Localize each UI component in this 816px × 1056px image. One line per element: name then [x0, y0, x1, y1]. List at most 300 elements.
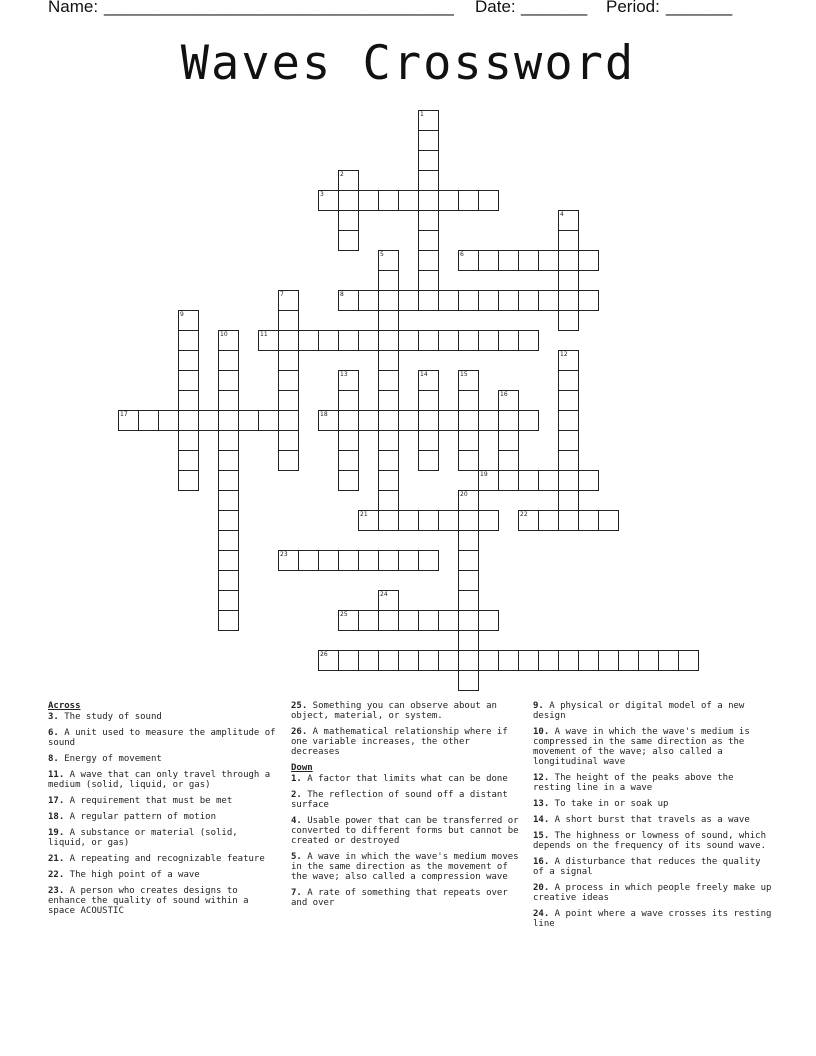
- clue-number: 15: [460, 371, 468, 378]
- grid-cell[interactable]: [578, 650, 599, 671]
- clue-text: A mathematical relationship where if one variable increases, the other decreases: [291, 727, 508, 757]
- grid-cell[interactable]: [378, 610, 399, 631]
- grid-cell[interactable]: [538, 290, 559, 311]
- grid-cell[interactable]: [518, 510, 539, 531]
- grid-cell[interactable]: [498, 650, 519, 671]
- grid-cell[interactable]: [478, 610, 499, 631]
- grid-cell[interactable]: [558, 210, 579, 231]
- grid-cell[interactable]: [418, 270, 439, 291]
- grid-cell[interactable]: [458, 670, 479, 691]
- grid-cell[interactable]: [558, 290, 579, 311]
- grid-cell[interactable]: [338, 290, 359, 311]
- grid-cell[interactable]: [178, 450, 199, 471]
- clue-number-label: 26.: [291, 727, 308, 737]
- clue-number-label: 15.: [533, 831, 550, 841]
- grid-cell[interactable]: [458, 430, 479, 451]
- grid-cell[interactable]: [298, 330, 319, 351]
- grid-cell[interactable]: [418, 550, 439, 571]
- grid-cell[interactable]: [458, 550, 479, 571]
- grid-cell[interactable]: [458, 330, 479, 351]
- clue-number-label: 1.: [291, 774, 302, 784]
- grid-cell[interactable]: [178, 410, 199, 431]
- grid-cell[interactable]: [458, 390, 479, 411]
- grid-cell[interactable]: [318, 330, 339, 351]
- grid-cell[interactable]: [558, 350, 579, 371]
- grid-cell[interactable]: [378, 310, 399, 331]
- clue-text: A person who creates designs to enhance the quality of sound within a space ACOUSTIC: [48, 886, 249, 916]
- grid-cell[interactable]: [398, 290, 419, 311]
- grid-cell[interactable]: [118, 410, 139, 431]
- grid-cell[interactable]: [338, 430, 359, 451]
- clue-text: Usable power that can be transferred or converted to different forms but cannot be created or destroyed: [291, 816, 519, 846]
- grid-cell[interactable]: [338, 390, 359, 411]
- grid-cell[interactable]: [278, 290, 299, 311]
- grid-cell[interactable]: [418, 170, 439, 191]
- grid-cell[interactable]: [418, 130, 439, 151]
- grid-cell[interactable]: [478, 470, 499, 491]
- grid-cell[interactable]: [338, 550, 359, 571]
- period-field[interactable]: _______: [666, 0, 733, 16]
- grid-cell[interactable]: [458, 590, 479, 611]
- grid-cell[interactable]: [378, 290, 399, 311]
- clue-text: The study of sound: [58, 712, 162, 722]
- grid-cell[interactable]: [458, 190, 479, 211]
- grid-cell[interactable]: [578, 250, 599, 271]
- clue-text: A wave in which the wave's medium is compressed in the same direction as the movement of the wave; also called a longitudinal wave: [533, 727, 750, 767]
- grid-cell[interactable]: [198, 410, 219, 431]
- clue-number: 20: [460, 491, 468, 498]
- clue-number: 7: [280, 291, 284, 298]
- date-field[interactable]: _______: [521, 0, 588, 16]
- grid-cell[interactable]: [458, 570, 479, 591]
- grid-cell[interactable]: [418, 510, 439, 531]
- grid-cell[interactable]: [458, 630, 479, 651]
- grid-cell[interactable]: [378, 250, 399, 271]
- grid-cell[interactable]: [458, 290, 479, 311]
- grid-cell[interactable]: [518, 290, 539, 311]
- grid-cell[interactable]: [418, 410, 439, 431]
- clue-number: 17: [120, 411, 128, 418]
- clue-item: [533, 857, 773, 877]
- grid-cell[interactable]: [218, 470, 239, 491]
- grid-cell[interactable]: [338, 450, 359, 471]
- grid-cell[interactable]: [178, 430, 199, 451]
- clue-item: [291, 701, 523, 721]
- grid-cell[interactable]: [438, 610, 459, 631]
- clue-text: A wave that can only travel through a medium (solid, liquid, or gas): [48, 770, 271, 790]
- grid-cell[interactable]: [278, 390, 299, 411]
- grid-cell[interactable]: [558, 410, 579, 431]
- grid-cell[interactable]: [438, 410, 459, 431]
- grid-cell[interactable]: [398, 610, 419, 631]
- clue-number-label: 7.: [291, 888, 302, 898]
- grid-cell[interactable]: [518, 410, 539, 431]
- grid-cell[interactable]: [538, 650, 559, 671]
- grid-cell[interactable]: [458, 530, 479, 551]
- grid-cell[interactable]: [558, 390, 579, 411]
- clue-item: [533, 799, 773, 809]
- grid-cell[interactable]: [498, 470, 519, 491]
- puzzle-title: Waves Crossword: [180, 36, 636, 91]
- grid-cell[interactable]: [478, 510, 499, 531]
- grid-cell[interactable]: [218, 550, 239, 571]
- clue-number-label: 6.: [48, 728, 59, 738]
- grid-cell[interactable]: [498, 250, 519, 271]
- clue-number-label: 17.: [48, 796, 65, 806]
- grid-cell[interactable]: [498, 330, 519, 351]
- grid-cell[interactable]: [318, 410, 339, 431]
- grid-cell[interactable]: [578, 470, 599, 491]
- grid-cell[interactable]: [398, 650, 419, 671]
- grid-cell[interactable]: [418, 450, 439, 471]
- grid-cell[interactable]: [538, 510, 559, 531]
- grid-cell[interactable]: [318, 650, 339, 671]
- grid-cell[interactable]: [418, 110, 439, 131]
- clue-item: [291, 852, 523, 882]
- grid-cell[interactable]: [378, 390, 399, 411]
- clue-number-label: 24.: [533, 909, 550, 919]
- date-label: Date:: [475, 0, 521, 16]
- clue-number: 25: [340, 611, 348, 618]
- clue-text: A wave in which the wave's medium moves in the same direction as the movement of the wave; also called a compression wave: [291, 852, 519, 882]
- grid-cell[interactable]: [598, 510, 619, 531]
- grid-cell[interactable]: [218, 610, 239, 631]
- grid-cell[interactable]: [278, 310, 299, 331]
- clue-item: [291, 774, 523, 784]
- grid-cell[interactable]: [398, 510, 419, 531]
- grid-cell[interactable]: [238, 410, 259, 431]
- grid-cell[interactable]: [418, 210, 439, 231]
- grid-cell[interactable]: [618, 650, 639, 671]
- grid-cell[interactable]: [338, 330, 359, 351]
- grid-cell[interactable]: [418, 430, 439, 451]
- grid-cell[interactable]: [458, 650, 479, 671]
- grid-cell[interactable]: [378, 470, 399, 491]
- grid-cell[interactable]: [278, 330, 299, 351]
- clue-number: 12: [560, 351, 568, 358]
- grid-cell[interactable]: [218, 570, 239, 591]
- grid-cell[interactable]: [438, 650, 459, 671]
- grid-cell[interactable]: [178, 350, 199, 371]
- clue-item: [48, 796, 280, 806]
- grid-cell[interactable]: [218, 510, 239, 531]
- grid-cell[interactable]: [378, 510, 399, 531]
- grid-cell[interactable]: [278, 370, 299, 391]
- grid-cell[interactable]: [178, 390, 199, 411]
- clue-number-label: 19.: [48, 828, 65, 838]
- grid-cell[interactable]: [558, 650, 579, 671]
- clue-number-label: 8.: [48, 754, 59, 764]
- grid-cell[interactable]: [518, 330, 539, 351]
- grid-cell[interactable]: [378, 430, 399, 451]
- grid-cell[interactable]: [418, 390, 439, 411]
- clues-column-3: [533, 701, 773, 935]
- down-clue-list: [291, 774, 523, 908]
- name-field[interactable]: _____________________________________: [104, 0, 454, 16]
- grid-cell[interactable]: [278, 350, 299, 371]
- clue-number-label: 3.: [48, 712, 59, 722]
- clue-number-label: 16.: [533, 857, 550, 867]
- grid-cell[interactable]: [658, 650, 679, 671]
- grid-cell[interactable]: [378, 410, 399, 431]
- grid-cell[interactable]: [458, 490, 479, 511]
- grid-cell[interactable]: [458, 410, 479, 431]
- grid-cell[interactable]: [338, 410, 359, 431]
- clue-number-label: 18.: [48, 812, 65, 822]
- grid-cell[interactable]: [598, 650, 619, 671]
- clue-number: 4: [560, 211, 564, 218]
- grid-cell[interactable]: [498, 410, 519, 431]
- grid-cell[interactable]: [398, 410, 419, 431]
- clue-text: A unit used to measure the amplitude of sound: [48, 728, 276, 748]
- clue-text: A repeating and recognizable feature: [64, 854, 265, 864]
- clue-number: 13: [340, 371, 348, 378]
- grid-cell[interactable]: [178, 370, 199, 391]
- grid-cell[interactable]: [498, 290, 519, 311]
- grid-cell[interactable]: [338, 650, 359, 671]
- grid-cell[interactable]: [218, 490, 239, 511]
- grid-cell[interactable]: [678, 650, 699, 671]
- grid-cell[interactable]: [498, 450, 519, 471]
- clue-number: 2: [340, 171, 344, 178]
- grid-cell[interactable]: [458, 510, 479, 531]
- grid-cell[interactable]: [458, 610, 479, 631]
- clue-text: A short burst that travels as a wave: [549, 815, 750, 825]
- across-clue-list-continued: [291, 701, 523, 757]
- grid-cell[interactable]: [418, 150, 439, 171]
- clue-item: [48, 754, 280, 764]
- grid-cell[interactable]: [258, 330, 279, 351]
- grid-cell[interactable]: [358, 290, 379, 311]
- grid-cell[interactable]: [178, 310, 199, 331]
- clue-number-label: 25.: [291, 701, 308, 711]
- grid-cell[interactable]: [418, 250, 439, 271]
- grid-cell[interactable]: [558, 490, 579, 511]
- clue-number: 19: [480, 471, 488, 478]
- grid-cell[interactable]: [558, 470, 579, 491]
- grid-cell[interactable]: [358, 650, 379, 671]
- clue-text: A physical or digital model of a new design: [533, 701, 745, 721]
- grid-cell[interactable]: [478, 290, 499, 311]
- clue-text: A regular pattern of motion: [64, 812, 216, 822]
- grid-cell[interactable]: [218, 370, 239, 391]
- grid-cell[interactable]: [478, 410, 499, 431]
- clue-number-label: 22.: [48, 870, 65, 880]
- clue-text: The height of the peaks above the resting line in a wave: [533, 773, 734, 793]
- clue-number: 3: [320, 191, 324, 198]
- grid-cell[interactable]: [318, 550, 339, 571]
- grid-cell[interactable]: [338, 210, 359, 231]
- clue-number: 1: [420, 111, 424, 118]
- clue-number: 8: [340, 291, 344, 298]
- clue-item: [533, 773, 773, 793]
- grid-cell[interactable]: [258, 410, 279, 431]
- grid-cell[interactable]: [378, 590, 399, 611]
- clue-text: A rate of something that repeats over and over: [291, 888, 508, 908]
- grid-cell[interactable]: [418, 190, 439, 211]
- grid-cell[interactable]: [378, 450, 399, 471]
- grid-cell[interactable]: [178, 330, 199, 351]
- grid-cell[interactable]: [558, 230, 579, 251]
- clue-item: [533, 815, 773, 825]
- grid-cell[interactable]: [178, 470, 199, 491]
- clue-text: The highness or lowness of sound, which depends on the frequency of its sound wave.: [533, 831, 767, 851]
- clue-item: [48, 812, 280, 822]
- clue-number: 24: [380, 591, 388, 598]
- grid-cell[interactable]: [438, 330, 459, 351]
- grid-cell[interactable]: [338, 230, 359, 251]
- grid-cell[interactable]: [558, 370, 579, 391]
- grid-cell[interactable]: [558, 270, 579, 291]
- grid-cell[interactable]: [438, 290, 459, 311]
- grid-cell[interactable]: [378, 190, 399, 211]
- grid-cell[interactable]: [378, 350, 399, 371]
- clue-number-label: 23.: [48, 886, 65, 896]
- grid-cell[interactable]: [358, 510, 379, 531]
- grid-cell[interactable]: [518, 250, 539, 271]
- clue-item: [533, 701, 773, 721]
- clues-column-2: [291, 701, 523, 914]
- grid-cell[interactable]: [318, 190, 339, 211]
- grid-cell[interactable]: [218, 590, 239, 611]
- grid-cell[interactable]: [278, 410, 299, 431]
- grid-cell[interactable]: [638, 650, 659, 671]
- grid-cell[interactable]: [378, 550, 399, 571]
- clue-text: Energy of movement: [58, 754, 162, 764]
- grid-cell[interactable]: [378, 370, 399, 391]
- clue-text: A disturbance that reduces the quality of a signal: [533, 857, 761, 877]
- grid-cell[interactable]: [138, 410, 159, 431]
- grid-cell[interactable]: [298, 550, 319, 571]
- grid-cell[interactable]: [418, 330, 439, 351]
- grid-cell[interactable]: [498, 390, 519, 411]
- grid-cell[interactable]: [478, 650, 499, 671]
- grid-cell[interactable]: [458, 450, 479, 471]
- grid-cell[interactable]: [358, 190, 379, 211]
- grid-cell[interactable]: [418, 370, 439, 391]
- grid-cell[interactable]: [338, 170, 359, 191]
- clue-number: 6: [460, 251, 464, 258]
- clue-item: [533, 883, 773, 903]
- clue-item: [291, 816, 523, 846]
- grid-cell[interactable]: [378, 490, 399, 511]
- clue-item: [48, 854, 280, 864]
- clue-number: 23: [280, 551, 288, 558]
- grid-cell[interactable]: [458, 370, 479, 391]
- clue-text: A requirement that must be met: [64, 796, 233, 806]
- clue-text: A process in which people freely make up creative ideas: [533, 883, 772, 903]
- grid-cell[interactable]: [278, 450, 299, 471]
- grid-cell[interactable]: [418, 650, 439, 671]
- grid-cell[interactable]: [538, 250, 559, 271]
- grid-cell[interactable]: [398, 190, 419, 211]
- clue-item: [291, 790, 523, 810]
- grid-cell[interactable]: [378, 650, 399, 671]
- grid-cell[interactable]: [218, 410, 239, 431]
- grid-cell[interactable]: [438, 510, 459, 531]
- grid-cell[interactable]: [418, 290, 439, 311]
- clue-number: 5: [380, 251, 384, 258]
- clue-text: The high point of a wave: [64, 870, 200, 880]
- clue-item: [291, 727, 523, 757]
- clue-number: 9: [180, 311, 184, 318]
- clue-number-label: 4.: [291, 816, 302, 826]
- clue-number: 22: [520, 511, 528, 518]
- grid-cell[interactable]: [398, 330, 419, 351]
- grid-cell[interactable]: [578, 510, 599, 531]
- grid-cell[interactable]: [378, 330, 399, 351]
- grid-cell[interactable]: [478, 250, 499, 271]
- clue-text: A substance or material (solid, liquid, or gas): [48, 828, 238, 848]
- grid-cell[interactable]: [398, 550, 419, 571]
- grid-cell[interactable]: [358, 610, 379, 631]
- clue-item: [48, 886, 280, 916]
- grid-cell[interactable]: [558, 510, 579, 531]
- grid-cell[interactable]: [358, 410, 379, 431]
- grid-cell[interactable]: [458, 250, 479, 271]
- grid-cell[interactable]: [338, 610, 359, 631]
- grid-cell[interactable]: [558, 250, 579, 271]
- grid-cell[interactable]: [218, 450, 239, 471]
- clue-number-label: 21.: [48, 854, 65, 864]
- grid-cell[interactable]: [518, 650, 539, 671]
- grid-cell[interactable]: [418, 610, 439, 631]
- grid-cell[interactable]: [338, 190, 359, 211]
- clue-number-label: 5.: [291, 852, 302, 862]
- grid-cell[interactable]: [278, 550, 299, 571]
- grid-cell[interactable]: [438, 190, 459, 211]
- grid-cell[interactable]: [338, 370, 359, 391]
- clue-number-label: 14.: [533, 815, 550, 825]
- period-label: Period:: [606, 0, 665, 16]
- clue-item: [533, 909, 773, 929]
- grid-cell[interactable]: [218, 350, 239, 371]
- grid-cell[interactable]: [218, 330, 239, 351]
- grid-cell[interactable]: [558, 310, 579, 331]
- clue-text: A point where a wave crosses its resting line: [533, 909, 772, 929]
- grid-cell[interactable]: [218, 390, 239, 411]
- across-clue-list: [48, 712, 280, 916]
- clue-number-label: 10.: [533, 727, 550, 737]
- grid-cell[interactable]: [218, 530, 239, 551]
- clue-number: 26: [320, 651, 328, 658]
- grid-cell[interactable]: [558, 450, 579, 471]
- grid-cell[interactable]: [578, 290, 599, 311]
- clue-item: [533, 727, 773, 767]
- grid-cell[interactable]: [338, 470, 359, 491]
- grid-cell[interactable]: [278, 430, 299, 451]
- grid-cell[interactable]: [158, 410, 179, 431]
- grid-cell[interactable]: [358, 550, 379, 571]
- clue-text: The reflection of sound off a distant surface: [291, 790, 508, 810]
- grid-cell[interactable]: [558, 430, 579, 451]
- grid-cell[interactable]: [518, 470, 539, 491]
- clue-number-label: 9.: [533, 701, 544, 711]
- grid-cell[interactable]: [498, 430, 519, 451]
- grid-cell[interactable]: [538, 470, 559, 491]
- grid-cell[interactable]: [478, 330, 499, 351]
- grid-cell[interactable]: [418, 230, 439, 251]
- grid-cell[interactable]: [218, 430, 239, 451]
- clue-item: [48, 828, 280, 848]
- clue-number: 18: [320, 411, 328, 418]
- clue-number: 21: [360, 511, 368, 518]
- clue-item: [48, 770, 280, 790]
- grid-cell[interactable]: [378, 270, 399, 291]
- grid-cell[interactable]: [478, 190, 499, 211]
- clue-number: 11: [260, 331, 268, 338]
- grid-cell[interactable]: [358, 330, 379, 351]
